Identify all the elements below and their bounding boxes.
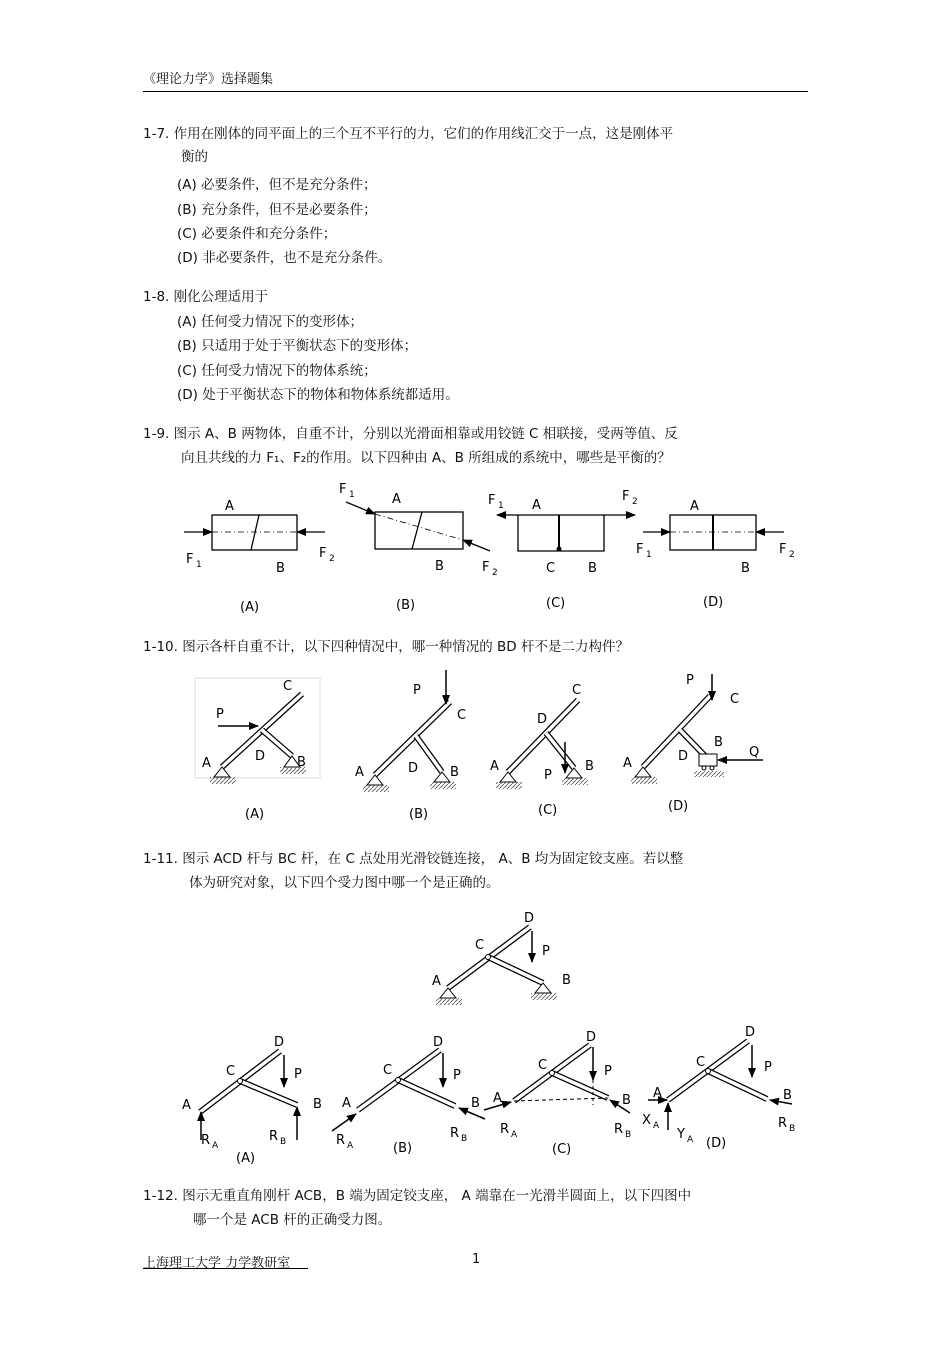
q110d-label-c: C [730, 692, 740, 707]
q111o-label-c: C [475, 938, 485, 953]
q17-option-a: (A) 必要条件，但不是充分条件； [177, 177, 377, 193]
q19b-label-f1-sub: 1 [349, 490, 355, 500]
q18-stem: 1-8. 刚化公理适用于 [143, 289, 269, 305]
q110-stem: 1-10. 图示各杆自重不计，以下四种情况中，哪一种情况的 BD 杆不是二力构件？ [143, 639, 629, 655]
q19d-label-b: B [741, 561, 750, 576]
q110d-label-d: D [678, 749, 689, 764]
q111a-caption: (A) [236, 1151, 256, 1166]
q110d-caption: (D) [668, 799, 689, 814]
q19c-label-c: C [546, 561, 556, 576]
q111o-label-a: A [432, 974, 441, 989]
q110b-caption: (B) [409, 807, 429, 822]
q19d-label-f1: F [636, 542, 644, 557]
q19c-label-a: A [532, 498, 541, 513]
q18-option-c: (C) 任何受力情况下的物体系统； [177, 363, 377, 379]
q111b-label-a: A [342, 1096, 351, 1111]
q111-figure-c [484, 1030, 631, 1157]
q110-figure-c [490, 683, 594, 818]
q17-stem-line2: 衡的 [181, 149, 208, 165]
q111d-label-rb: R [778, 1116, 788, 1131]
q110-figures [180, 660, 780, 835]
q19-stem-line2: 向且共线的力 F₁、F₂的作用。以下四种由 A、B 所组成的系统中，哪些是平衡的？ [181, 450, 671, 466]
q19c-label-f2-sub: 2 [632, 497, 638, 507]
q111c-label-c: C [538, 1058, 548, 1073]
q111b-caption: (B) [393, 1141, 413, 1156]
q111-figures [170, 895, 810, 1175]
q111c-label-ra-sub: A [511, 1130, 518, 1140]
q19c-caption: (C) [546, 596, 566, 611]
q111b-label-d: D [433, 1035, 444, 1050]
q19d-label-f1-sub: 1 [646, 550, 652, 560]
q110a-label-a: A [202, 756, 211, 771]
q111a-label-c: C [226, 1064, 236, 1079]
q19b-label-b: B [435, 559, 444, 574]
q110a-label-p: P [216, 707, 224, 722]
q19d-label-a: A [690, 499, 699, 514]
q19a-label-f1-sub: 1 [196, 560, 202, 570]
q111o-label-p: P [542, 944, 550, 959]
q19-figure-a [184, 499, 335, 615]
q110b-label-d: D [408, 761, 419, 776]
q111b-label-rb-sub: B [461, 1134, 468, 1144]
q111d-label-p: P [764, 1060, 772, 1075]
q19c-label-f1-sub: 1 [498, 501, 504, 511]
q19-figures [170, 475, 810, 620]
q110a-caption: (A) [245, 807, 265, 822]
q19c-label-b: B [588, 561, 597, 576]
q111c-label-rb-sub: B [625, 1130, 632, 1140]
header-title: 《理论力学》选择题集 [143, 72, 274, 87]
q17-option-d: (D) 非必要条件，也不是充分条件。 [177, 250, 392, 266]
q111-original-figure [432, 911, 571, 1005]
q110c-label-d: D [537, 712, 548, 727]
q110d-label-q: Q [749, 745, 760, 760]
q110b-label-p: P [413, 683, 421, 698]
q110a-label-b: B [297, 755, 306, 770]
q19d-caption: (D) [703, 595, 724, 610]
footer-rule [143, 1268, 308, 1269]
q110c-label-a: A [490, 759, 499, 774]
q111a-label-ra: R [201, 1133, 211, 1148]
q19a-label-f1: F [186, 552, 194, 567]
q111b-label-ra: R [336, 1133, 346, 1148]
q111d-label-ya: Y [677, 1127, 685, 1142]
q19a-label-f2: F [319, 546, 327, 561]
q17-option-b: (B) 充分条件，但不是必要条件； [177, 202, 377, 218]
header-rule [143, 91, 808, 92]
q18-option-a: (A) 任何受力情况下的变形体； [177, 314, 364, 330]
q111-figure-b [332, 1035, 485, 1156]
q110-figure-a [195, 678, 320, 822]
q19a-label-f2-sub: 2 [329, 554, 335, 564]
q111a-label-ra-sub: A [212, 1141, 219, 1151]
q19d-label-f2-sub: 2 [789, 550, 795, 560]
q111c-caption: (C) [552, 1142, 572, 1157]
q111a-label-rb: R [269, 1129, 279, 1144]
q111-figure-d [642, 1025, 795, 1151]
q111d-caption: (D) [706, 1136, 727, 1151]
q111o-label-d: D [524, 911, 535, 926]
q111c-label-a: A [493, 1091, 502, 1106]
q19b-label-f2-sub: 2 [492, 568, 498, 578]
q111d-label-a: A [653, 1086, 662, 1101]
q110-figure-d [623, 673, 763, 814]
q18-option-b: (B) 只适用于处于平衡状态下的变形体； [177, 338, 418, 354]
q110d-label-b: B [714, 735, 723, 750]
q110d-label-a: A [623, 756, 632, 771]
q110c-label-c: C [572, 683, 582, 698]
q111d-label-ya-sub: A [687, 1135, 694, 1145]
q111d-label-c: C [696, 1055, 706, 1070]
q111o-label-b: B [562, 973, 571, 988]
q19b-label-f2: F [482, 560, 490, 575]
q19-figure-c [488, 489, 638, 611]
q111d-label-xa: X [642, 1113, 651, 1128]
page-number: 1 [472, 1252, 481, 1267]
q111c-label-ra: R [500, 1122, 510, 1137]
q19-figure-d [636, 499, 795, 610]
q110c-label-p: P [544, 768, 552, 783]
q111c-label-b: B [622, 1093, 631, 1108]
q19-figure-b [339, 482, 498, 613]
q110-figure-b [355, 670, 466, 822]
q19a-caption: (A) [240, 600, 260, 615]
q111a-label-b: B [313, 1097, 322, 1112]
q19b-caption: (B) [396, 598, 416, 613]
q19a-label-a: A [225, 499, 234, 514]
q111a-label-d: D [274, 1035, 285, 1050]
q110a-label-d: D [255, 749, 266, 764]
q110a-label-c: C [283, 679, 293, 694]
q111d-label-xa-sub: A [653, 1121, 660, 1131]
q111d-label-rb-sub: B [789, 1124, 796, 1134]
q112-stem-line1: 1-12. 图示无重直角刚杆 ACB，B 端为固定铰支座， A 端靠在一光滑半圆面上，以下四图中 [143, 1188, 692, 1204]
q19c-label-f1: F [488, 493, 496, 508]
footer-org: 上海理工大学 力学教研室 [143, 1256, 291, 1271]
q111b-label-rb: R [450, 1126, 460, 1141]
q111-figure-a [182, 1035, 322, 1166]
q111a-label-a: A [182, 1098, 191, 1113]
q110c-label-b: B [585, 759, 594, 774]
q19c-label-f2: F [622, 489, 630, 504]
q112-stem-line2: 哪一个是 ACB 杆的正确受力图。 [193, 1212, 392, 1228]
q110b-label-a: A [355, 765, 364, 780]
q111b-label-ra-sub: A [347, 1141, 354, 1151]
q111c-label-p: P [604, 1064, 612, 1079]
q110b-label-b: B [450, 765, 459, 780]
q111d-label-d: D [745, 1025, 756, 1040]
q19b-label-f1: F [339, 482, 347, 497]
q19-stem-line1: 1-9. 图示 A、B 两物体，自重不计，分别以光滑面相靠或用铰链 C 相联接，受两等值、反 [143, 426, 678, 442]
q111-stem-line2: 体为研究对象，以下四个受力图中哪一个是正确的。 [189, 875, 500, 891]
q19d-label-f2: F [779, 542, 787, 557]
q111a-label-rb-sub: B [280, 1137, 287, 1147]
q111c-label-d: D [586, 1030, 597, 1045]
q111b-label-p: P [453, 1068, 461, 1083]
q18-option-d: (D) 处于平衡状态下的物体和物体系统都适用。 [177, 387, 459, 403]
q111b-label-b: B [471, 1096, 480, 1111]
q111c-label-rb: R [614, 1122, 624, 1137]
q110c-caption: (C) [538, 803, 558, 818]
q111a-label-p: P [294, 1067, 302, 1082]
q111-stem-line1: 1-11. 图示 ACD 杆与 BC 杆，在 C 点处用光滑铰链连接， A、B 均为固定铰支座。若以整 [143, 851, 684, 867]
q17-option-c: (C) 必要条件和充分条件； [177, 226, 337, 242]
q111b-label-c: C [383, 1063, 393, 1078]
q17-stem-line1: 1-7. 作用在刚体的同平面上的三个互不平行的力，它们的作用线汇交于一点，这是刚体平 [143, 126, 674, 142]
q110b-label-c: C [457, 708, 467, 723]
q19a-label-b: B [276, 561, 285, 576]
q110d-label-p: P [686, 673, 694, 688]
q19b-label-a: A [392, 492, 401, 507]
q111d-label-b: B [783, 1088, 792, 1103]
